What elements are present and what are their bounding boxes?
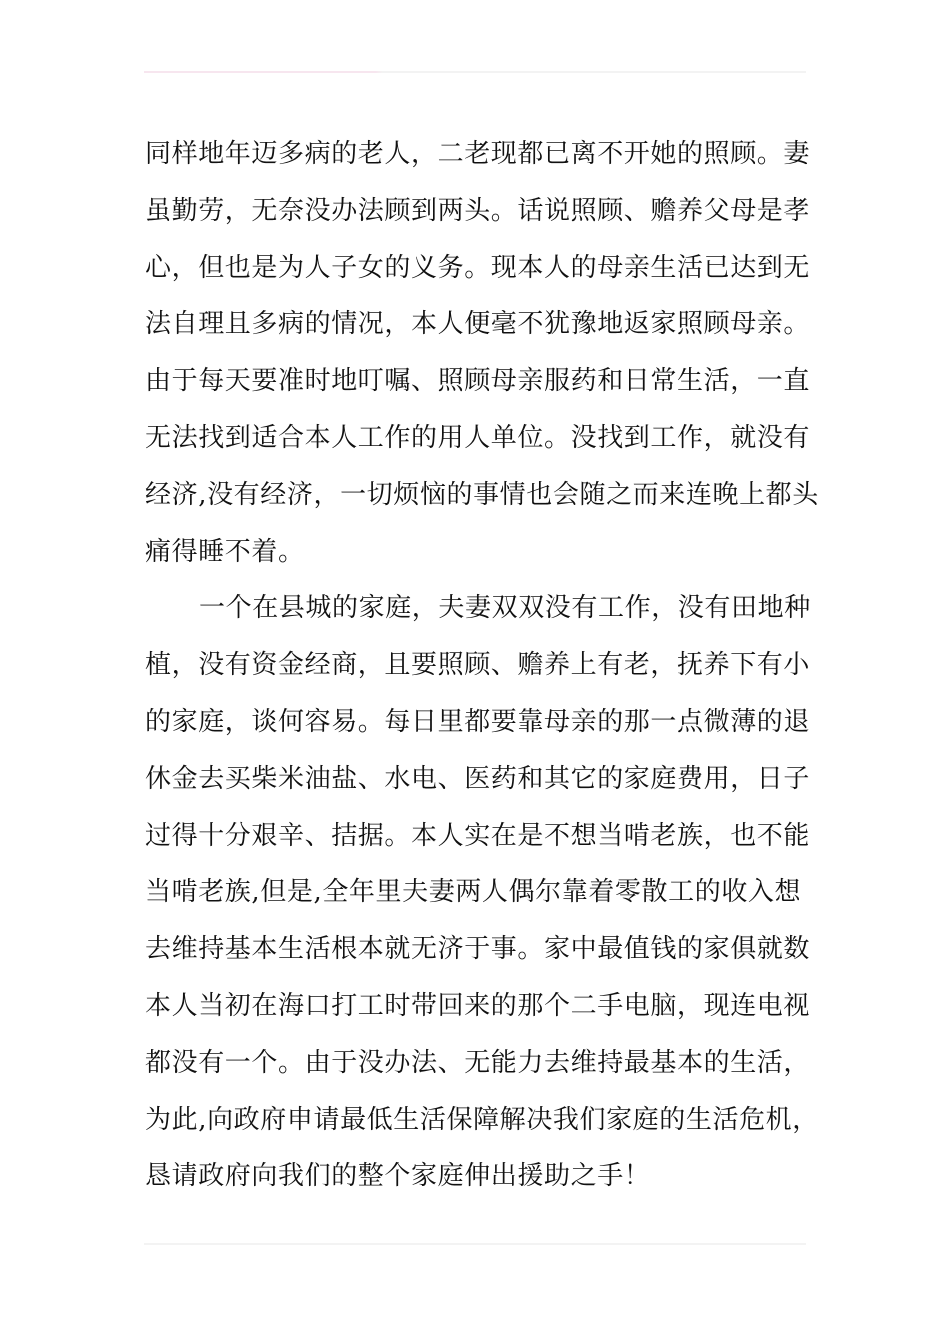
- footer-rule: [144, 1243, 806, 1245]
- paragraph-2: [145, 582, 819, 1207]
- text-line: 为此,向政府申请最低生活保障解决我们家庭的生活危机，: [145, 1104, 819, 1135]
- text-line: 由于每天要准时地叮嘱、照顾母亲服药和日常生活，一直: [145, 366, 811, 397]
- text-line: 植，没有资金经商，且要照顾、赡养上有老，抚养下有小: [145, 650, 811, 681]
- text-line: 心，但也是为人子女的义务。现本人的母亲生活已达到无: [145, 252, 811, 283]
- text-line: 虽勤劳，无奈没办法顾到两头。话说照顾、赡养父母是孝: [145, 195, 811, 226]
- text-line: 当啃老族,但是,全年里夫妻两人偶尔靠着零散工的收入想: [145, 877, 802, 908]
- text-line: 无法找到适合本人工作的用人单位。没找到工作，就没有: [145, 422, 811, 453]
- text-line: 法自理且多病的情况，本人便毫不犹豫地返家照顾母亲。: [145, 309, 811, 340]
- text-line: 经济,没有经济，一切烦恼的事情也会随之而来连晚上都头: [145, 479, 819, 510]
- text-line: 同样地年迈多病的老人，二老现都已离不开她的照顾。妻: [145, 139, 811, 169]
- text-line-indented: 一个在县城的家庭，夫妻双双没有工作，没有田地种: [199, 593, 811, 624]
- text-line: 过得十分艰辛、拮据。本人实在是不想当啃老族，也不能: [145, 820, 811, 851]
- text-line: 都没有一个。由于没办法、无能力去维持最基本的生活，: [145, 1047, 811, 1078]
- text-line: 本人当初在海口打工时带回来的那个二手电脑，现连电视: [145, 990, 811, 1021]
- paragraph-1: [145, 128, 819, 582]
- text-line: 的家庭，谈何容易。每日里都要靠母亲的那一点微薄的退: [145, 706, 811, 737]
- body-text: [145, 128, 819, 1207]
- text-line: 痛得睡不着。: [145, 536, 305, 567]
- text-line: 休金去买柴米油盐、水电、医药和其它的家庭费用，日子: [145, 763, 811, 794]
- text-line: 去维持基本生活根本就无济于事。家中最值钱的家俱就数: [145, 934, 811, 965]
- text-line: 恳请政府向我们的整个家庭伸出援助之手！: [145, 1161, 651, 1192]
- header-rule: [144, 71, 806, 73]
